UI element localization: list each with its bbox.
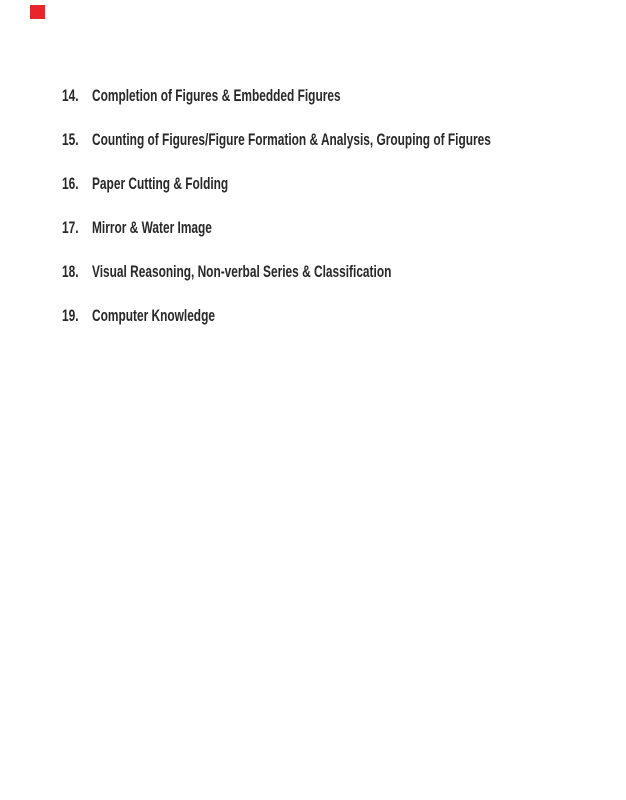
toc-entry-title: Counting of Figures/Figure Formation & Analysis, Grouping of Figures bbox=[92, 130, 491, 149]
toc-entry-number: 17. bbox=[62, 218, 79, 237]
toc-entry bbox=[62, 162, 606, 206]
toc-entry-title: Completion of Figures & Embedded Figures bbox=[92, 86, 341, 105]
toc-entry-title: Paper Cutting & Folding bbox=[92, 174, 229, 193]
toc-entry-title: Mirror & Water Image bbox=[92, 218, 212, 237]
toc-entry bbox=[62, 294, 606, 338]
toc-entry bbox=[62, 206, 606, 250]
toc-entry-number: 14. bbox=[62, 86, 79, 105]
toc-entry bbox=[62, 118, 606, 162]
toc-entry bbox=[62, 74, 606, 118]
table-of-contents-list bbox=[62, 74, 606, 338]
toc-entry bbox=[62, 250, 606, 294]
toc-entry-title: Visual Reasoning, Non-verbal Series & Classification bbox=[92, 262, 392, 281]
toc-entry-number: 15. bbox=[62, 130, 79, 149]
toc-entry-title: Computer Knowledge bbox=[92, 306, 215, 325]
red-corner-mark bbox=[30, 5, 45, 19]
toc-entry-number: 19. bbox=[62, 306, 79, 325]
toc-entry-number: 18. bbox=[62, 262, 79, 281]
toc-entry-number: 16. bbox=[62, 174, 79, 193]
